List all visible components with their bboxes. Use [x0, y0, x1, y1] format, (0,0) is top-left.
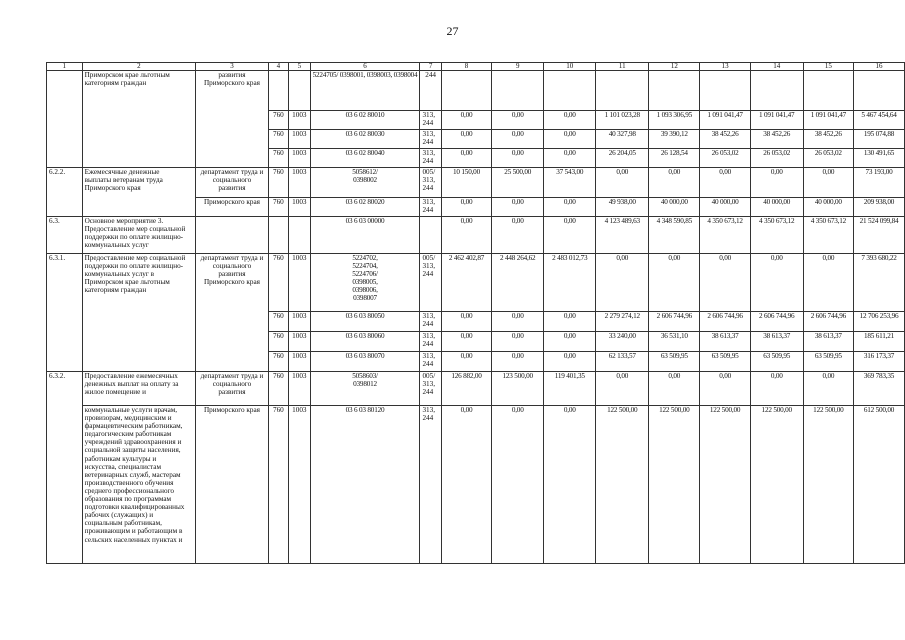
value-cell: 0,00 — [649, 372, 700, 406]
ministry-code: 760 — [268, 254, 288, 312]
value-cell: 0,00 — [544, 149, 596, 168]
value-cell — [544, 71, 596, 111]
expense-code: 313, 244 — [420, 149, 441, 168]
section-code: 1003 — [289, 111, 311, 130]
value-cell: 0,00 — [544, 332, 596, 352]
column-header-row — [47, 63, 905, 71]
value-cell: 26 204,05 — [596, 149, 649, 168]
total-cell: 612 500,00 — [854, 406, 905, 564]
value-cell: 126 882,00 — [441, 372, 491, 406]
item-number: 6.3.1. — [47, 254, 83, 372]
value-cell — [441, 71, 491, 111]
responsible-executor: департамент труда и социального развития — [196, 168, 269, 198]
column-header: 15 — [803, 63, 853, 71]
section-code: 1003 — [289, 372, 311, 406]
value-cell: 122 500,00 — [596, 406, 649, 564]
value-cell: 38 613,37 — [700, 332, 750, 352]
ministry-code: 760 — [268, 168, 288, 198]
section-code: 1003 — [289, 312, 311, 332]
value-cell: 0,00 — [596, 168, 649, 198]
table-row — [47, 254, 905, 312]
ministry-code: 760 — [268, 149, 288, 168]
value-cell: 4 348 590,85 — [649, 217, 700, 254]
ministry-code: 760 — [268, 111, 288, 130]
target-code: 03 6 02 80040 — [310, 149, 420, 168]
expense-code: 313, 244 — [420, 352, 441, 372]
column-header: 10 — [544, 63, 596, 71]
value-cell: 1 091 041,47 — [700, 111, 750, 130]
value-cell: 25 500,00 — [492, 168, 544, 198]
value-cell: 2 279 274,12 — [596, 312, 649, 332]
item-number: 6.2.2. — [47, 168, 83, 217]
section-code — [289, 71, 311, 111]
target-code: 03 6 03 00000 — [310, 217, 420, 254]
expense-code: 313, 244 — [420, 111, 441, 130]
ministry-code: 760 — [268, 198, 288, 217]
value-cell: 0,00 — [492, 130, 544, 149]
value-cell: 10 150,00 — [441, 168, 491, 198]
value-cell: 0,00 — [544, 198, 596, 217]
value-cell: 62 133,57 — [596, 352, 649, 372]
value-cell — [492, 71, 544, 111]
column-header: 2 — [82, 63, 196, 71]
responsible-executor: департамент труда и социального развития — [196, 372, 269, 406]
value-cell — [854, 71, 905, 111]
item-number-cell — [47, 71, 83, 168]
expense-code — [420, 217, 441, 254]
column-header: 16 — [854, 63, 905, 71]
total-cell: 7 393 680,22 — [854, 254, 905, 312]
value-cell: 0,00 — [441, 130, 491, 149]
column-header: 14 — [750, 63, 803, 71]
value-cell: 1 091 041,47 — [803, 111, 853, 130]
target-code: 5224705/ 0398001, 0398003, 0398004 — [310, 71, 420, 111]
value-cell: 0,00 — [750, 372, 803, 406]
measure-name-continued: коммунальные услуги врачам, провизорам, медицинским и фармацевтическим работникам, педагогическим работникам учреждений здравоохранения и социальной защиты населения, работникам культуры и искусства, специалистам ветеринарных служб, мастерам производственного обучения среднего профессионального образования по программам подготовки квалифицированных рабочих (служащих) и социальным работникам, проживающим и работающим в сельских населенных пунктах и — [82, 406, 196, 564]
value-cell: 0,00 — [492, 149, 544, 168]
table-row — [47, 372, 905, 406]
value-cell: 0,00 — [492, 332, 544, 352]
target-code: 03 6 03 80070 — [310, 352, 420, 372]
value-cell: 0,00 — [492, 352, 544, 372]
section-code — [289, 217, 311, 254]
value-cell: 36 531,10 — [649, 332, 700, 352]
target-code: 5058603/ 0398012 — [310, 372, 420, 406]
value-cell: 0,00 — [441, 312, 491, 332]
value-cell: 0,00 — [492, 198, 544, 217]
column-header: 5 — [289, 63, 311, 71]
responsible-executor: Приморского края — [196, 406, 269, 564]
table-row — [47, 217, 905, 254]
value-cell: 0,00 — [803, 254, 853, 312]
value-cell: 0,00 — [544, 130, 596, 149]
value-cell: 49 938,00 — [596, 198, 649, 217]
value-cell: 0,00 — [492, 217, 544, 254]
table-body — [47, 63, 905, 564]
expense-code: 313, 244 — [420, 406, 441, 564]
column-header: 9 — [492, 63, 544, 71]
section-code: 1003 — [289, 352, 311, 372]
target-code: 03 6 03 80050 — [310, 312, 420, 332]
value-cell: 40 000,00 — [750, 198, 803, 217]
value-cell: 0,00 — [544, 312, 596, 332]
value-cell: 0,00 — [544, 352, 596, 372]
value-cell: 1 093 306,95 — [649, 111, 700, 130]
value-cell: 0,00 — [441, 198, 491, 217]
value-cell: 2 483 012,73 — [544, 254, 596, 312]
value-cell: 38 452,26 — [750, 130, 803, 149]
value-cell: 0,00 — [700, 254, 750, 312]
value-cell: 38 613,37 — [750, 332, 803, 352]
value-cell: 123 500,00 — [492, 372, 544, 406]
table-row — [47, 71, 905, 111]
value-cell: 122 500,00 — [750, 406, 803, 564]
expense-code: 244 — [420, 71, 441, 111]
ministry-code: 760 — [268, 406, 288, 564]
ministry-code: 760 — [268, 352, 288, 372]
total-cell: 73 193,00 — [854, 168, 905, 198]
value-cell: 38 613,37 — [803, 332, 853, 352]
section-code: 1003 — [289, 168, 311, 198]
ministry-code: 760 — [268, 312, 288, 332]
total-cell: 209 938,00 — [854, 198, 905, 217]
column-header: 7 — [420, 63, 441, 71]
value-cell: 63 509,95 — [649, 352, 700, 372]
column-header: 11 — [596, 63, 649, 71]
value-cell: 2 606 744,96 — [750, 312, 803, 332]
section-code: 1003 — [289, 254, 311, 312]
value-cell: 0,00 — [803, 168, 853, 198]
value-cell: 0,00 — [649, 254, 700, 312]
responsible-executor: департамент труда и социального развития Приморского края — [196, 254, 269, 372]
value-cell: 0,00 — [596, 254, 649, 312]
measure-name: Предоставление ежемесячных денежных выплат на оплату за жилое помещение и — [82, 372, 196, 406]
value-cell: 0,00 — [492, 312, 544, 332]
total-cell: 185 611,21 — [854, 332, 905, 352]
value-cell: 1 101 023,28 — [596, 111, 649, 130]
value-cell: 0,00 — [596, 372, 649, 406]
responsible-executor: развития Приморского края — [196, 71, 269, 168]
ministry-code: 760 — [268, 332, 288, 352]
value-cell: 0,00 — [441, 111, 491, 130]
ministry-code — [268, 71, 288, 111]
ministry-code: 760 — [268, 130, 288, 149]
total-cell: 12 706 253,96 — [854, 312, 905, 332]
value-cell: 38 452,26 — [700, 130, 750, 149]
value-cell: 0,00 — [544, 111, 596, 130]
target-code: 03 6 02 80020 — [310, 198, 420, 217]
target-code: 5058612/ 0398002 — [310, 168, 420, 198]
column-header: 8 — [441, 63, 491, 71]
value-cell: 0,00 — [441, 217, 491, 254]
ministry-code — [268, 217, 288, 254]
value-cell — [596, 71, 649, 111]
value-cell: 0,00 — [441, 149, 491, 168]
expense-code: 313, 244 — [420, 312, 441, 332]
value-cell: 0,00 — [441, 406, 491, 564]
value-cell: 1 091 041,47 — [750, 111, 803, 130]
value-cell: 0,00 — [750, 254, 803, 312]
value-cell: 2 606 744,96 — [649, 312, 700, 332]
value-cell: 0,00 — [700, 168, 750, 198]
value-cell: 119 401,35 — [544, 372, 596, 406]
value-cell: 0,00 — [700, 372, 750, 406]
responsible-executor — [196, 217, 269, 254]
value-cell: 0,00 — [441, 352, 491, 372]
column-header: 4 — [268, 63, 288, 71]
value-cell: 0,00 — [803, 372, 853, 406]
column-header: 13 — [700, 63, 750, 71]
value-cell: 63 509,95 — [700, 352, 750, 372]
value-cell — [750, 71, 803, 111]
item-number: 6.3.2. — [47, 372, 83, 564]
target-code: 5224702, 5224704, 5224706/ 0398005, 0398006, 0398007 — [310, 254, 420, 312]
ministry-code: 760 — [268, 372, 288, 406]
value-cell: 122 500,00 — [803, 406, 853, 564]
value-cell: 40 000,00 — [803, 198, 853, 217]
expense-code: 005/ 313, 244 — [420, 168, 441, 198]
value-cell: 26 053,02 — [750, 149, 803, 168]
value-cell: 2 606 744,96 — [700, 312, 750, 332]
responsible-executor: Приморского края — [196, 198, 269, 217]
value-cell: 4 350 673,12 — [803, 217, 853, 254]
value-cell: 0,00 — [492, 406, 544, 564]
table-row — [47, 406, 905, 564]
value-cell: 2 606 744,96 — [803, 312, 853, 332]
value-cell: 0,00 — [544, 217, 596, 254]
value-cell: 40 327,98 — [596, 130, 649, 149]
expense-code: 313, 244 — [420, 198, 441, 217]
value-cell: 0,00 — [492, 111, 544, 130]
value-cell — [649, 71, 700, 111]
budget-table — [46, 62, 905, 564]
value-cell: 26 053,02 — [700, 149, 750, 168]
value-cell: 40 000,00 — [700, 198, 750, 217]
page-number: 27 — [446, 24, 459, 38]
value-cell: 2 448 264,62 — [492, 254, 544, 312]
column-header: 6 — [310, 63, 420, 71]
item-number: 6.3. — [47, 217, 83, 254]
target-code: 03 6 03 80120 — [310, 406, 420, 564]
section-code: 1003 — [289, 332, 311, 352]
value-cell: 0,00 — [649, 168, 700, 198]
value-cell: 26 053,02 — [803, 149, 853, 168]
column-header: 3 — [196, 63, 269, 71]
expense-code: 313, 244 — [420, 130, 441, 149]
target-code: 03 6 03 80060 — [310, 332, 420, 352]
expense-code: 005/ 313, 244 — [420, 254, 441, 312]
total-cell: 5 467 454,64 — [854, 111, 905, 130]
value-cell: 63 509,95 — [803, 352, 853, 372]
value-cell: 4 350 673,12 — [750, 217, 803, 254]
column-header: 1 — [47, 63, 83, 71]
value-cell — [803, 71, 853, 111]
total-cell: 316 173,37 — [854, 352, 905, 372]
value-cell: 122 500,00 — [649, 406, 700, 564]
value-cell: 40 000,00 — [649, 198, 700, 217]
value-cell: 38 452,26 — [803, 130, 853, 149]
expense-code: 005/ 313, 244 — [420, 372, 441, 406]
value-cell — [700, 71, 750, 111]
value-cell: 26 128,54 — [649, 149, 700, 168]
total-cell: 195 074,88 — [854, 130, 905, 149]
measure-name: Ежемесячные денежные выплаты ветеранам труда Приморского края — [82, 168, 196, 217]
value-cell: 0,00 — [750, 168, 803, 198]
column-header: 12 — [649, 63, 700, 71]
section-code: 1003 — [289, 198, 311, 217]
section-code: 1003 — [289, 130, 311, 149]
measure-name: Приморском крае льготным категориям граждан — [82, 71, 196, 168]
measure-name: Основное мероприятие 3. Предоставление мер социальной поддержки по оплате жилищно- коммунальных услуг — [82, 217, 196, 254]
measure-name: Предоставление мер социальной поддержки по оплате жилищно- коммунальных услуг в Приморском крае льготным категориям граждан — [82, 254, 196, 372]
section-code: 1003 — [289, 406, 311, 564]
target-code: 03 6 02 80010 — [310, 111, 420, 130]
total-cell: 369 783,35 — [854, 372, 905, 406]
target-code: 03 6 02 80030 — [310, 130, 420, 149]
total-cell: 130 491,65 — [854, 149, 905, 168]
value-cell: 2 462 402,87 — [441, 254, 491, 312]
value-cell: 4 350 673,12 — [700, 217, 750, 254]
value-cell: 122 500,00 — [700, 406, 750, 564]
value-cell: 0,00 — [544, 406, 596, 564]
expense-code: 313, 244 — [420, 332, 441, 352]
value-cell: 39 390,12 — [649, 130, 700, 149]
section-code: 1003 — [289, 149, 311, 168]
value-cell: 33 240,00 — [596, 332, 649, 352]
value-cell: 4 123 489,63 — [596, 217, 649, 254]
value-cell: 0,00 — [441, 332, 491, 352]
value-cell: 37 543,00 — [544, 168, 596, 198]
total-cell: 21 524 099,84 — [854, 217, 905, 254]
value-cell: 63 509,95 — [750, 352, 803, 372]
table-row — [47, 168, 905, 198]
